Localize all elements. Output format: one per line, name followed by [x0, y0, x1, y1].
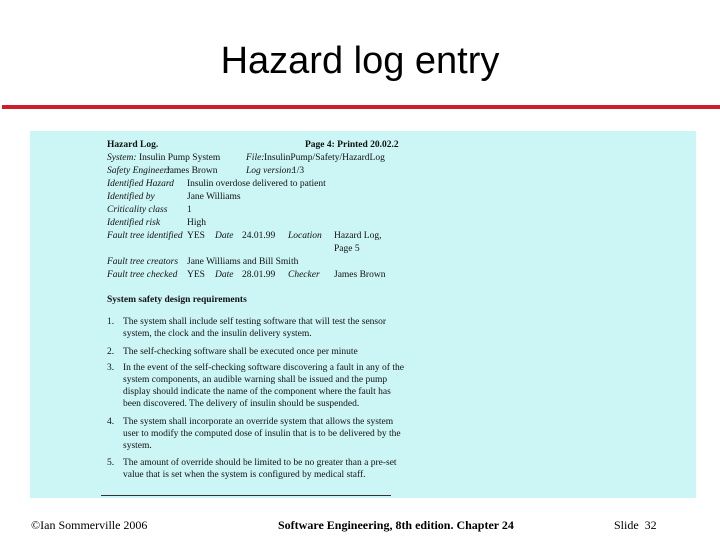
checker-label: Checker	[288, 270, 320, 280]
requirement-5	[107, 457, 407, 480]
risk-value: High	[187, 218, 206, 228]
log-heading: Hazard Log.	[107, 140, 159, 150]
location-page: Page 5	[334, 244, 360, 254]
requirement-line: The system shall incorporate an override system that allows the system	[123, 417, 394, 427]
requirement-line: system.	[123, 441, 152, 451]
requirements-heading: System safety design requirements	[107, 295, 247, 305]
requirement-line: The amount of override should be limited to be no greater than a pre-set	[123, 458, 397, 468]
creators-value: Jane Williams and Bill Smith	[187, 257, 299, 267]
requirement-1	[107, 316, 407, 339]
title-divider	[2, 105, 720, 109]
fault-tree-identified-label: Fault tree identified	[107, 231, 183, 241]
footer-slide-number: Slide 32	[614, 518, 657, 532]
requirement-line: been discovered. The delivery of insulin should be suspended.	[123, 399, 360, 409]
date-value-2: 28.01.99	[242, 270, 276, 280]
checker-value: James Brown	[334, 270, 386, 280]
file-value: InsulinPump/Safety/HazardLog	[264, 153, 385, 163]
date-label-1: Date	[215, 231, 234, 241]
system-label: System:	[107, 153, 137, 163]
log-version-label: Log version:	[246, 166, 295, 176]
checked-value: YES	[187, 270, 205, 280]
requirement-line: display should indicate the name of the component where the fault has	[123, 387, 391, 397]
requirement-line: value that is set when the system is configured by medical staff.	[123, 470, 366, 480]
requirement-4	[107, 416, 407, 451]
checked-label: Fault tree checked	[107, 270, 178, 280]
engineer-value: James Brown	[166, 166, 218, 176]
requirement-line: In the event of the self-checking software discovering a fault in any of the	[123, 363, 404, 373]
location-label: Location	[288, 231, 322, 241]
requirement-3	[107, 362, 407, 409]
requirement-number: 1.	[107, 317, 115, 327]
criticality-label: Criticality class	[107, 205, 168, 215]
requirement-line: system components, an audible warning shall be issued and the pump	[123, 375, 388, 385]
slide-title: Hazard log entry	[220, 40, 500, 82]
date-label-2: Date	[215, 270, 234, 280]
risk-label: Identified risk	[107, 218, 161, 228]
creators-label: Fault tree creators	[107, 257, 179, 267]
fault-tree-identified-value: YES	[187, 231, 205, 241]
requirement-number: 5.	[107, 458, 115, 468]
file-label: File:	[246, 153, 265, 163]
footer-copyright: ©Ian Sommerville 2006	[31, 518, 148, 532]
requirement-2	[107, 346, 407, 361]
requirement-line: user to modify the computed dose of insulin that is to be delivered by the	[123, 429, 401, 439]
document-bottom-rule	[101, 495, 391, 496]
engineer-label: Safety Engineer:	[107, 166, 171, 176]
date-value-1: 24.01.99	[242, 231, 276, 241]
page-info: Page 4: Printed 20.02.2	[305, 140, 399, 150]
requirement-line: system, the clock and the insulin delivery system.	[123, 329, 312, 339]
log-version-value: 1/3	[292, 166, 305, 176]
requirement-line: The system shall include self testing software that will test the sensor	[123, 317, 387, 327]
identified-by-value: Jane Williams	[187, 192, 241, 202]
requirement-number: 2.	[107, 347, 115, 357]
system-value: Insulin Pump System	[139, 153, 221, 163]
identified-by-label: Identified by	[107, 192, 155, 202]
criticality-value: 1	[187, 205, 192, 215]
identified-hazard-value: Insulin overdose delivered to patient	[187, 179, 326, 189]
identified-hazard-label: Identified Hazard	[107, 179, 174, 189]
location-value: Hazard Log,	[334, 231, 382, 241]
requirement-line: The self-checking software shall be executed once per minute	[123, 347, 358, 357]
footer-book-title: Software Engineering, 8th edition. Chapter 24	[278, 518, 514, 532]
requirement-number: 3.	[107, 363, 115, 373]
requirement-number: 4.	[107, 417, 115, 427]
